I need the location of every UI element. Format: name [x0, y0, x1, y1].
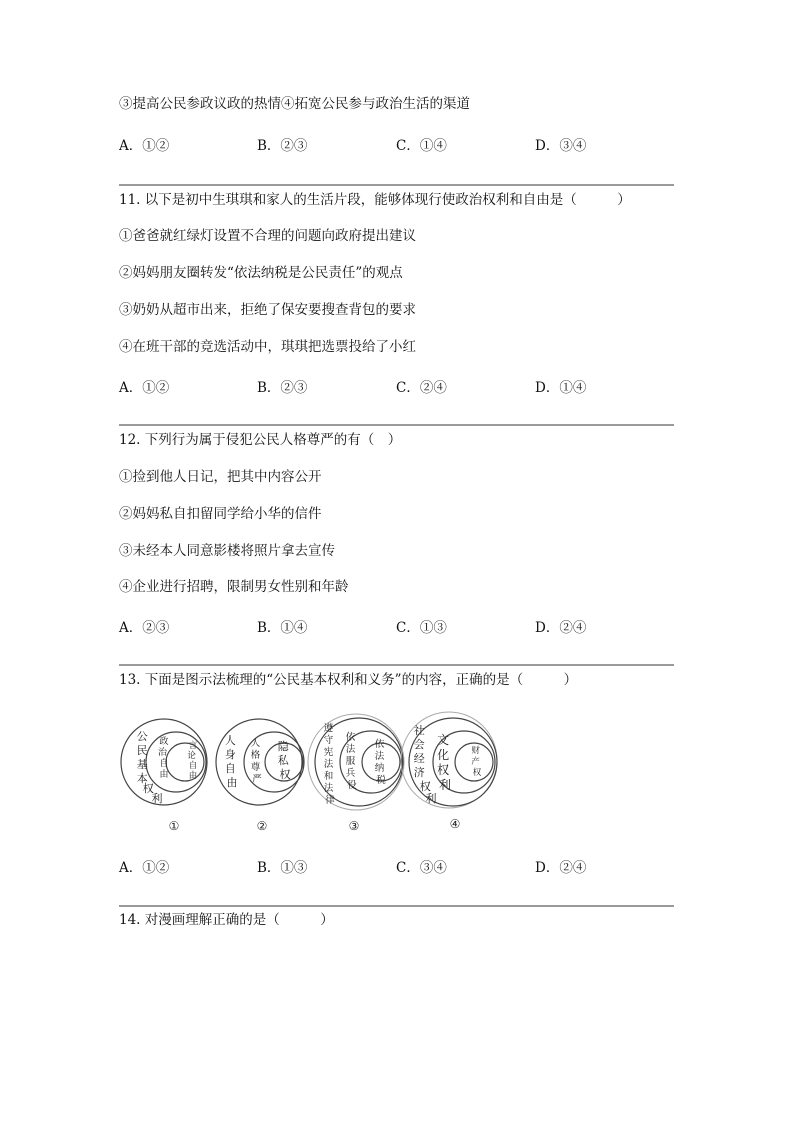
diagram-3-outer-label: 遵 守 宪 法 和 法 律	[323, 723, 335, 806]
option-b[interactable]: B．①④	[257, 620, 308, 636]
diagram-3-inner-label: 依 法 纳 税	[374, 739, 386, 786]
option-c[interactable]: C．①③	[396, 620, 447, 636]
option-d[interactable]: D．②④	[535, 620, 587, 636]
option-c[interactable]: C．②④	[396, 380, 447, 396]
diagram-1-number: ①	[168, 819, 180, 833]
question-12-options	[119, 616, 679, 634]
diagram-2-number: ②	[256, 819, 268, 833]
option-c[interactable]: C．①④	[396, 138, 447, 154]
question-13-options	[119, 856, 679, 874]
question-13-stem: 13. 下面是图示法梳理的“公民基本权利和义务”的内容，正确的是（ ）	[119, 672, 578, 688]
option-d[interactable]: D．②④	[535, 860, 587, 876]
question-14-stem: 14. 对漫画理解正确的是（ ）	[119, 912, 334, 928]
option-a[interactable]: A．①②	[119, 380, 170, 396]
diagram-2-middle-label: 人 格 尊 严	[250, 738, 262, 785]
rights-diagram-svg	[119, 704, 519, 839]
diagram-4	[401, 712, 497, 831]
divider	[119, 664, 674, 666]
option-d[interactable]: D．①④	[535, 380, 587, 396]
diagram-1	[121, 719, 207, 833]
question-11-item-3: ③奶奶从超市出来，拒绝了保安要搜查背包的要求	[119, 302, 416, 318]
question-12-item-2: ②妈妈私自扣留同学给小华的信件	[119, 506, 322, 522]
divider	[119, 905, 674, 907]
question-12-item-1: ①捡到他人日记，把其中内容公开	[119, 469, 322, 485]
divider	[119, 424, 674, 426]
option-a[interactable]: A．②③	[119, 620, 170, 636]
option-b[interactable]: B．①③	[257, 860, 308, 876]
option-a[interactable]: A．①②	[119, 138, 170, 154]
question-11-options	[119, 376, 679, 394]
question-11-item-2: ②妈妈朋友圈转发“依法纳税是公民责任”的观点	[119, 265, 403, 281]
rights-diagram-figure	[119, 704, 519, 839]
option-a[interactable]: A．①②	[119, 860, 170, 876]
diagram-1-middle-label: 政治 自由	[158, 737, 169, 780]
divider	[119, 184, 674, 186]
diagram-2-outer-label: 人 身 自 由	[224, 734, 238, 789]
diagram-1-inner-circle	[166, 743, 204, 781]
option-b[interactable]: B．②③	[257, 380, 308, 396]
option-c[interactable]: C．③④	[396, 860, 447, 876]
option-b[interactable]: B．②③	[257, 138, 308, 154]
diagram-2-inner-label: 隐 私 权	[277, 740, 291, 781]
diagram-4-number: ④	[449, 817, 461, 831]
diagram-1-outer-label: 公 民 基 本 权 利	[136, 730, 163, 805]
option-d[interactable]: D．③④	[535, 138, 587, 154]
diagram-1-inner-label: 言论 自由	[187, 741, 198, 781]
question-10-options	[119, 134, 679, 152]
question-12-item-4: ④企业进行招聘，限制男女性别和年龄	[119, 579, 349, 595]
diagram-4-inner-label: 财 产 权	[471, 746, 482, 778]
diagram-3-number: ③	[348, 819, 360, 833]
diagram-4-outer-label: 社 会 经 济 权 利	[413, 724, 437, 805]
question-12-item-3: ③未经本人同意影楼将照片拿去宣传	[119, 543, 335, 559]
question-12-stem: 12. 下列行为属于侵犯公民人格尊严的有（ ）	[119, 432, 402, 448]
question-11-item-4: ④在班干部的竞选活动中，琪琪把选票投给了小红	[119, 339, 416, 355]
diagram-3	[308, 714, 404, 833]
diagram-3-middle-label: 依 法 服 兵 役	[345, 732, 357, 791]
question-11-stem: 11. 以下是初中生琪琪和家人的生活片段，能够体现行使政治权利和自由是（ ）	[119, 192, 631, 208]
question-10-item-line: ③提高公民参政议政的热情④拓宽公民参与政治生活的渠道	[119, 96, 470, 112]
diagram-4-middle-label: 文 化 权 利	[437, 733, 452, 792]
diagram-2	[216, 719, 304, 833]
question-11-item-1: ①爸爸就红绿灯设置不合理的问题向政府提出建议	[119, 228, 416, 244]
